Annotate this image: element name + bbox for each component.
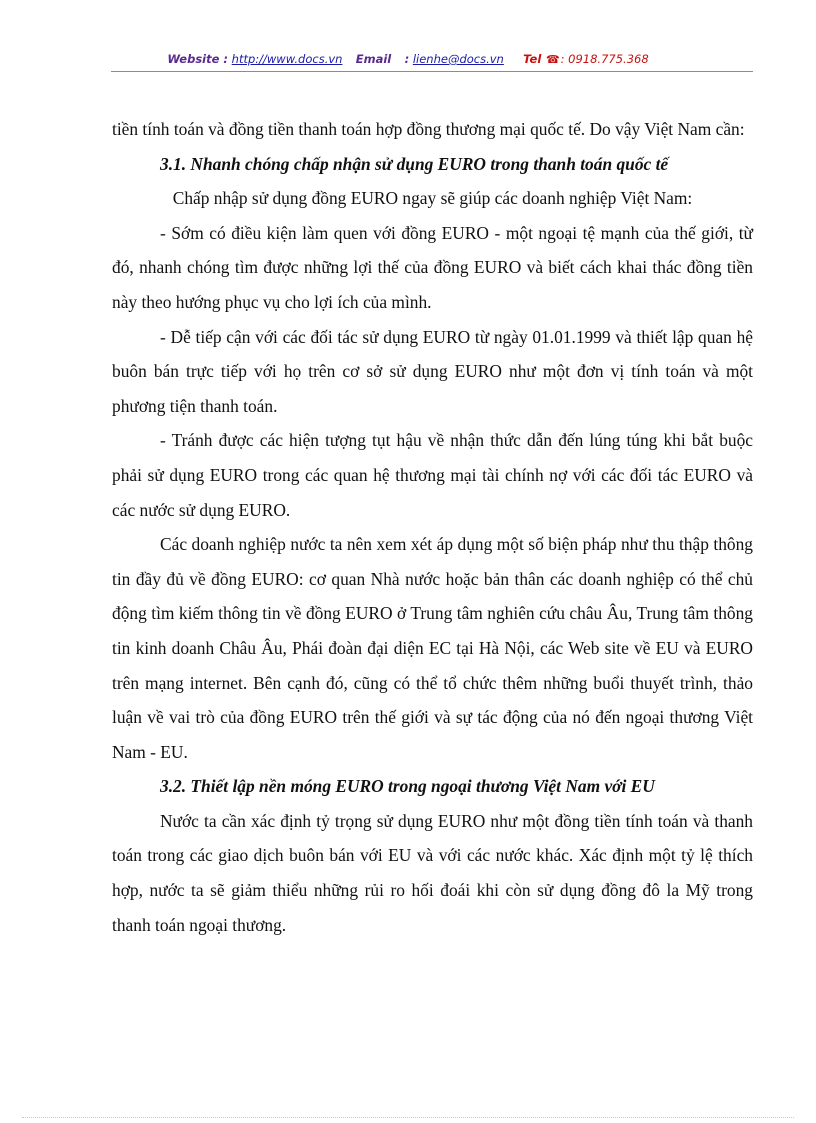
ratio-paragraph: Nước ta cần xác định tỷ trọng sử dụng EURO như một đồng tiền tính toán và thanh toán trong các giao dịch buôn bán với EU và với các nước khác. Xác định một tỷ lệ thích hợp, nước ta sẽ giảm thiểu những rủi ro hối đoái khi còn sử dụng đồng đô la Mỹ trong thanh toán ngoại thương. — [112, 810, 753, 935]
email-link[interactable]: lienhe@docs.vn — [412, 52, 504, 66]
tel-label: Tel — [523, 52, 542, 66]
email-separator: : — [404, 52, 410, 66]
header-rule — [111, 71, 753, 72]
bullet-paragraph-2: - Dễ tiếp cận với các đối tác sử dụng EURO từ ngày 01.01.1999 và thiết lập quan hệ buôn bán trực tiếp với họ trên cơ sở sử dụng EURO như một đơn vị tính toán và một phương tiện thanh toán. — [112, 326, 753, 416]
document-body — [112, 112, 753, 942]
tel-value: : 0918.775.368 — [560, 52, 649, 66]
website-label: Website : — [167, 52, 229, 66]
phone-icon: ☎ — [545, 53, 560, 66]
accept-paragraph: Chấp nhập sử dụng đồng EURO ngay sẽ giúp các doanh nghiệp Việt Nam: — [172, 188, 693, 209]
page-header — [0, 51, 816, 68]
section-heading-3-2: 3.2. Thiết lập nền móng EURO trong ngoại thương Việt Nam với EU — [160, 776, 655, 797]
website-link[interactable]: http://www.docs.vn — [231, 52, 343, 66]
intro-paragraph: tiền tính toán và đồng tiền thanh toán hợp đồng thương mại quốc tế. Do vậy Việt Nam cần: — [112, 119, 745, 139]
section-heading-3-1: 3.1. Nhanh chóng chấp nhận sử dụng EURO trong thanh toán quốc tế — [160, 153, 669, 174]
email-label: Email — [355, 52, 392, 66]
measures-paragraph: Các doanh nghiệp nước ta nên xem xét áp dụng một số biện pháp như thu thập thông tin đầy đủ về đồng EURO: cơ quan Nhà nước hoặc bản thân các doanh nghiệp có thể chủ động tìm kiếm thông tin về đồng EURO ở Trung tâm nghiên cứu châu Âu, Trung tâm thông tin kinh doanh Châu Âu, Phái đoàn đại diện EC tại Hà Nội, các Web site về EU và EURO trên mạng internet. Bên cạnh đó, cũng có thể tổ chức thêm những buổi thuyết trình, thảo luận về vai trò của đồng EURO trên thế giới và sự tác động của nó đến ngoại thương Việt Nam - EU. — [112, 534, 753, 762]
bullet-paragraph-3: - Tránh được các hiện tượng tụt hậu về nhận thức dẫn đến lúng túng khi bắt buộc phải sử dụng EURO trong các quan hệ thương mại tài chính nợ với các đối tác EURO và các nước sử dụng EURO. — [112, 430, 753, 520]
footer-dotted-line — [22, 1117, 794, 1118]
bullet-paragraph-1: - Sớm có điều kiện làm quen với đồng EURO - một ngoại tệ mạnh của thế giới, từ đó, nhanh chóng tìm được những lợi thế của đồng EURO và biết cách khai thác đồng tiền này theo hướng phục vụ cho lợi ích của mình. — [112, 222, 753, 312]
